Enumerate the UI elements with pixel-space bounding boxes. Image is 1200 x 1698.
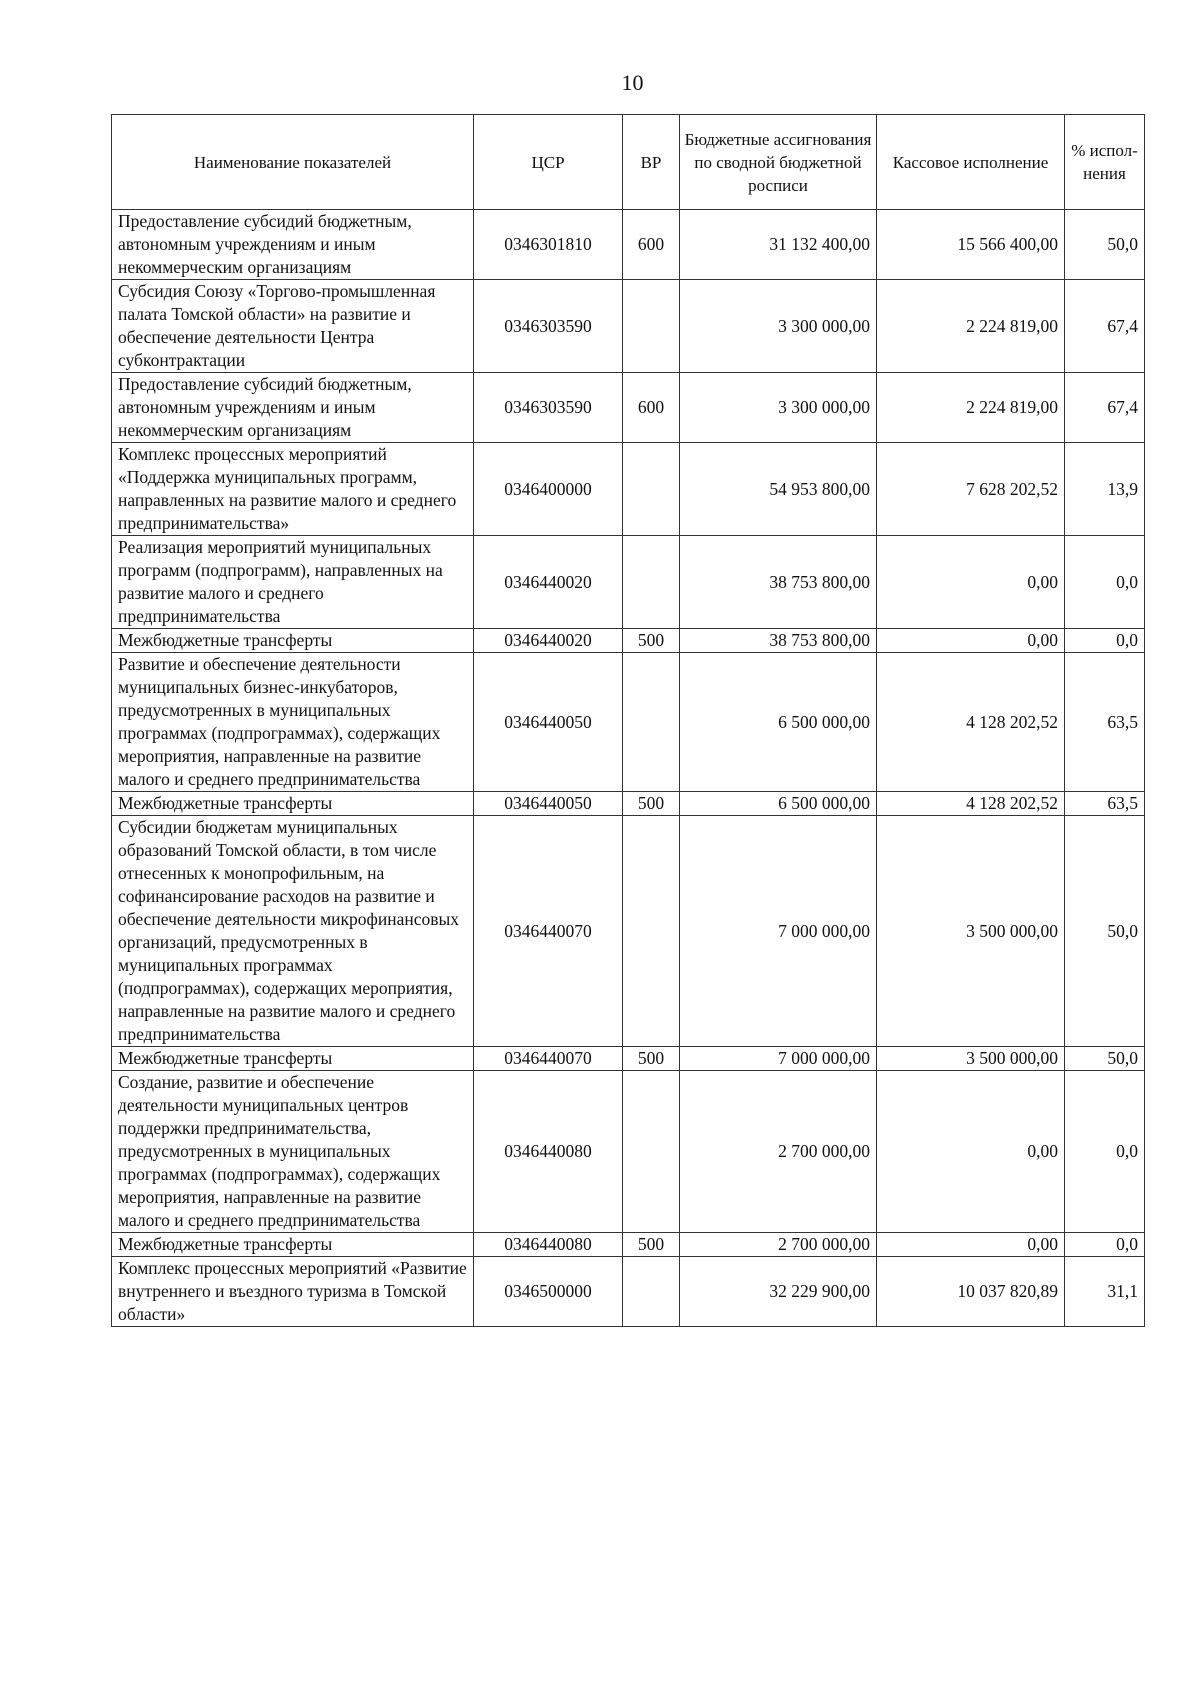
cell-pct: 13,9 [1065,443,1145,536]
cell-pct: 31,1 [1065,1257,1145,1327]
cell-vr: 500 [623,629,680,653]
table-row [112,536,1145,629]
cell-vr [623,653,680,792]
table-row [112,443,1145,536]
header-name: Наименование показателей [112,115,474,210]
cell-cash: 2 224 819,00 [877,373,1065,443]
table-row [112,1233,1145,1257]
cell-name: Комплекс процессных мероприятий «Развитие внутреннего и въездного туризма в Томской области» [112,1257,474,1327]
cell-name: Предоставление субсидий бюджетным, автономным учреждениям и иным некоммерческим организациям [112,210,474,280]
cell-csr: 0346440020 [474,629,623,653]
cell-budget: 7 000 000,00 [680,816,877,1047]
header-csr: ЦСР [474,115,623,210]
cell-name: Межбюджетные трансферты [112,792,474,816]
cell-csr: 0346440080 [474,1071,623,1233]
cell-pct: 0,0 [1065,536,1145,629]
cell-vr: 500 [623,1047,680,1071]
cell-vr: 600 [623,210,680,280]
cell-budget: 7 000 000,00 [680,1047,877,1071]
cell-csr: 0346440050 [474,792,623,816]
table-row [112,210,1145,280]
cell-name: Развитие и обеспечение деятельности муниципальных бизнес-инкубаторов, предусмотренных в муниципальных программах (подпрограммах), содержащих мероприятия, направленные на развитие малого и среднего предпринимательства [112,653,474,792]
cell-csr: 0346440070 [474,816,623,1047]
cell-cash: 15 566 400,00 [877,210,1065,280]
cell-csr: 0346303590 [474,373,623,443]
cell-budget: 6 500 000,00 [680,792,877,816]
cell-pct: 67,4 [1065,280,1145,373]
cell-name: Создание, развитие и обеспечение деятельности муниципальных центров поддержки предпринимательства, предусмотренных в муниципальных программах (подпрограммах), содержащих мероприятия, направленные на развитие малого и среднего предпринимательства [112,1071,474,1233]
header-pct: % испол-нения [1065,115,1145,210]
cell-name: Предоставление субсидий бюджетным, автономным учреждениям и иным некоммерческим организациям [112,373,474,443]
table-row [112,653,1145,792]
cell-name: Субсидия Союзу «Торгово-промышленная палата Томской области» на развитие и обеспечение деятельности Центра субконтрактации [112,280,474,373]
cell-cash: 4 128 202,52 [877,653,1065,792]
cell-cash: 0,00 [877,1071,1065,1233]
cell-name: Субсидии бюджетам муниципальных образований Томской области, в том числе отнесенных к монопрофильным, на софинансирование расходов на развитие и обеспечение деятельности микрофинансовых организаций, предусмотренных в муниципальных программах (подпрограммах), содержащих мероприятия, направленные на развитие малого и среднего предпринимательства [112,816,474,1047]
cell-pct: 63,5 [1065,653,1145,792]
cell-pct: 50,0 [1065,1047,1145,1071]
cell-vr [623,443,680,536]
cell-vr: 500 [623,792,680,816]
cell-csr: 0346440050 [474,653,623,792]
table-row [112,1047,1145,1071]
cell-name: Межбюджетные трансферты [112,1233,474,1257]
cell-cash: 0,00 [877,629,1065,653]
cell-csr: 0346500000 [474,1257,623,1327]
cell-vr [623,1257,680,1327]
cell-budget: 38 753 800,00 [680,629,877,653]
cell-pct: 67,4 [1065,373,1145,443]
cell-cash: 4 128 202,52 [877,792,1065,816]
cell-cash: 3 500 000,00 [877,816,1065,1047]
cell-cash: 3 500 000,00 [877,1047,1065,1071]
cell-name: Межбюджетные трансферты [112,1047,474,1071]
table-row [112,373,1145,443]
header-budget: Бюджетные ассигнования по сводной бюджетной росписи [680,115,877,210]
cell-pct: 50,0 [1065,210,1145,280]
cell-budget: 3 300 000,00 [680,373,877,443]
cell-csr: 0346400000 [474,443,623,536]
cell-name: Межбюджетные трансферты [112,629,474,653]
cell-vr [623,536,680,629]
table-header-row [112,115,1145,210]
cell-csr: 0346303590 [474,280,623,373]
cell-csr: 0346301810 [474,210,623,280]
cell-cash: 10 037 820,89 [877,1257,1065,1327]
table-row [112,629,1145,653]
cell-cash: 0,00 [877,536,1065,629]
cell-budget: 38 753 800,00 [680,536,877,629]
table-row [112,1071,1145,1233]
table-row [112,792,1145,816]
table-row [112,280,1145,373]
cell-pct: 0,0 [1065,629,1145,653]
cell-vr: 500 [623,1233,680,1257]
cell-vr [623,280,680,373]
cell-name: Комплекс процессных мероприятий «Поддержка муниципальных программ, направленных на развитие малого и среднего предпринимательства» [112,443,474,536]
cell-csr: 0346440070 [474,1047,623,1071]
cell-budget: 2 700 000,00 [680,1233,877,1257]
cell-vr: 600 [623,373,680,443]
cell-name: Реализация мероприятий муниципальных программ (подпрограмм), направленных на развитие малого и среднего предпринимательства [112,536,474,629]
cell-budget: 32 229 900,00 [680,1257,877,1327]
cell-pct: 0,0 [1065,1071,1145,1233]
cell-cash: 2 224 819,00 [877,280,1065,373]
cell-vr [623,1071,680,1233]
cell-budget: 6 500 000,00 [680,653,877,792]
table-row [112,1257,1145,1327]
cell-cash: 0,00 [877,1233,1065,1257]
page-number: 10 [621,70,644,95]
cell-pct: 0,0 [1065,1233,1145,1257]
cell-budget: 54 953 800,00 [680,443,877,536]
cell-csr: 0346440080 [474,1233,623,1257]
header-cash: Кассовое исполнение [877,115,1065,210]
cell-vr [623,816,680,1047]
cell-budget: 31 132 400,00 [680,210,877,280]
table-row [112,816,1145,1047]
cell-pct: 50,0 [1065,816,1145,1047]
header-vr: ВР [623,115,680,210]
cell-budget: 3 300 000,00 [680,280,877,373]
budget-table [111,114,1145,1327]
cell-cash: 7 628 202,52 [877,443,1065,536]
cell-pct: 63,5 [1065,792,1145,816]
cell-budget: 2 700 000,00 [680,1071,877,1233]
cell-csr: 0346440020 [474,536,623,629]
